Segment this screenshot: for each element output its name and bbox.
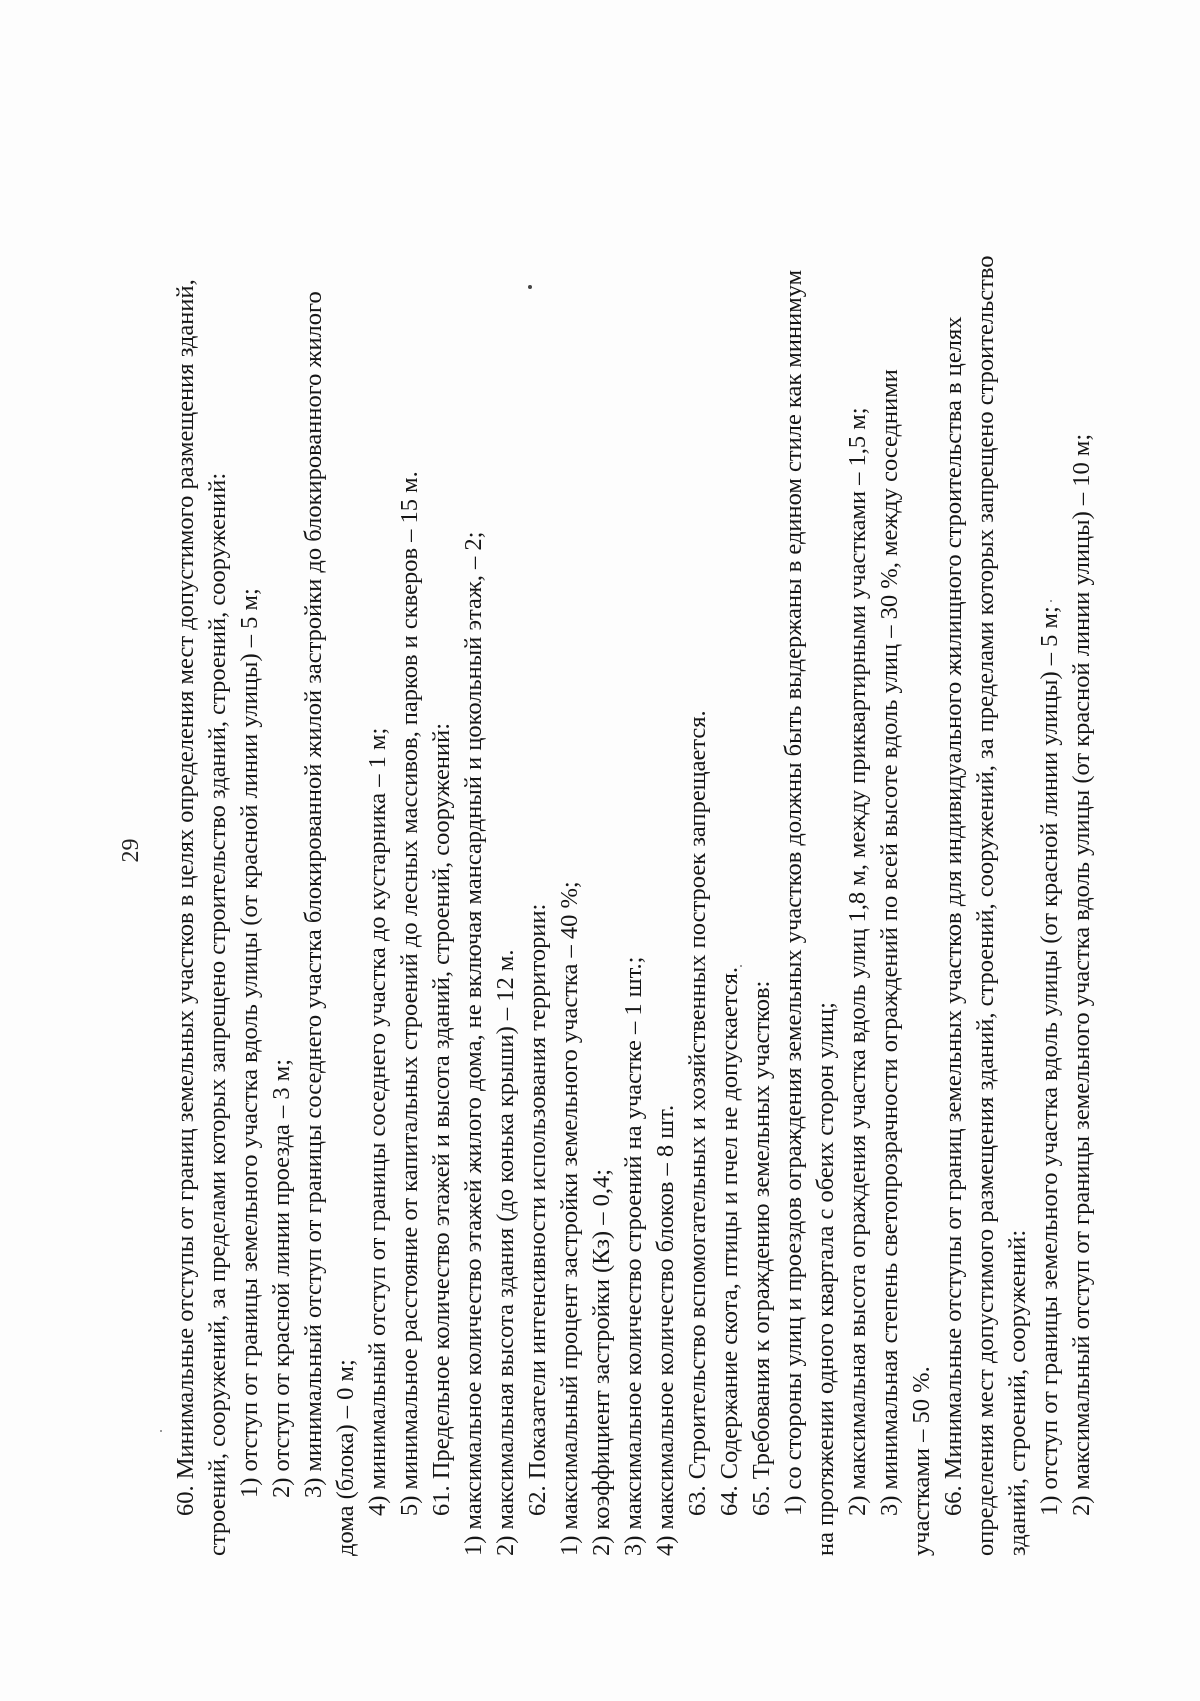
- paragraph-60: 60. Минимальные отступы от границ земельных участков в целях определения мест допустимого размещения зданий,: [172, 279, 199, 1516]
- paragraph-66-cont: определения мест допустимого размещения зданий, строений, сооружений, за пределами которых запрещено строительство: [972, 255, 999, 1556]
- list-item: 3) максимальное количество строений на участке – 1 шт.;: [620, 956, 647, 1556]
- list-item: 2) максимальный отступ от границы земельного участка вдоль улицы (от красной линии улицы) – 10 м;: [1068, 433, 1095, 1516]
- list-item-cont: дома (блока) – 0 м;: [332, 1359, 359, 1556]
- list-item-cont: на протяжении одного квартала с обеих сторон улиц;: [812, 1002, 839, 1556]
- scan-speck: [740, 965, 742, 967]
- paragraph-63: 63. Строительство вспомогательных и хозяйственных построек запрещается.: [684, 710, 711, 1516]
- paragraph-60-cont: строений, сооружений, за пределами которых запрещено строительство зданий, строений, сооружений:: [204, 472, 231, 1556]
- list-item: 2) отступ от красной линии проезда – 3 м;: [268, 1058, 295, 1498]
- list-item: 2) максимальная высота ограждения участка вдоль улиц 1,8 м, между приквартирными участками – 1,5 м;: [844, 407, 871, 1516]
- list-item-cont: участками – 50 %.: [908, 1366, 935, 1556]
- page-number: 29: [118, 838, 144, 863]
- paragraph-66: 66. Минимальные отступы от границ земельных участков для индивидуального жилищного строительства в целях: [940, 316, 967, 1516]
- list-item: 1) максимальный процент застройки земельного участка – 40 %;: [556, 881, 583, 1556]
- list-item: 1) отступ от границы земельного участка вдоль улицы (от красной линии улицы) – 5 м;: [1036, 606, 1063, 1516]
- list-item: 1) отступ от границы земельного участка вдоль улицы (от красной линии улицы) – 5 м;: [236, 588, 263, 1498]
- list-item: 3) минимальный отступ от границы соседнего участка блокированной жилой застройки до блокированного жилого: [300, 291, 327, 1498]
- scan-speck: [1050, 600, 1052, 602]
- list-item: 1) максимальное количество этажей жилого дома, не включая мансардный и цокольный этаж, – 2;: [460, 531, 487, 1556]
- paragraph-64: 64. Содержание скота, птицы и пчел не допускается.: [716, 967, 743, 1516]
- list-item: 2) максимальная высота здания (до конька крыши) – 12 м.: [492, 949, 519, 1556]
- list-item: 2) коэффициент застройки (Кз) – 0,4;: [588, 1169, 615, 1556]
- paragraph-66-cont: зданий, строений, сооружений:: [1004, 1229, 1031, 1556]
- list-item: 4) минимальный отступ от границы соседнего участка до кустарника – 1 м;: [364, 727, 391, 1516]
- list-item: 5) минимальное расстояние от капитальных строений до лесных массивов, парков и скверов – 15 м.: [396, 471, 423, 1516]
- scan-speck: [160, 1430, 162, 1432]
- document-body: [170, 161, 1098, 1556]
- list-item: 3) минимальная степень светопрозрачности ограждений по всей высоте вдоль улиц – 30 %, между соседними: [876, 369, 903, 1516]
- list-item: 1) со стороны улиц и проездов ограждения земельных участков должны быть выдержаны в едином стиле как минимум: [780, 269, 807, 1516]
- paragraph-62: 62. Показатели интенсивности использования территории:: [524, 903, 551, 1516]
- paragraph-65: 65. Требования к ограждению земельных участков:: [748, 980, 775, 1516]
- paragraph-61: 61. Предельное количество этажей и высота зданий, строений, сооружений:: [428, 722, 455, 1516]
- list-item: 4) максимальное количество блоков – 8 шт.: [652, 1104, 679, 1556]
- scan-speck: [528, 285, 532, 289]
